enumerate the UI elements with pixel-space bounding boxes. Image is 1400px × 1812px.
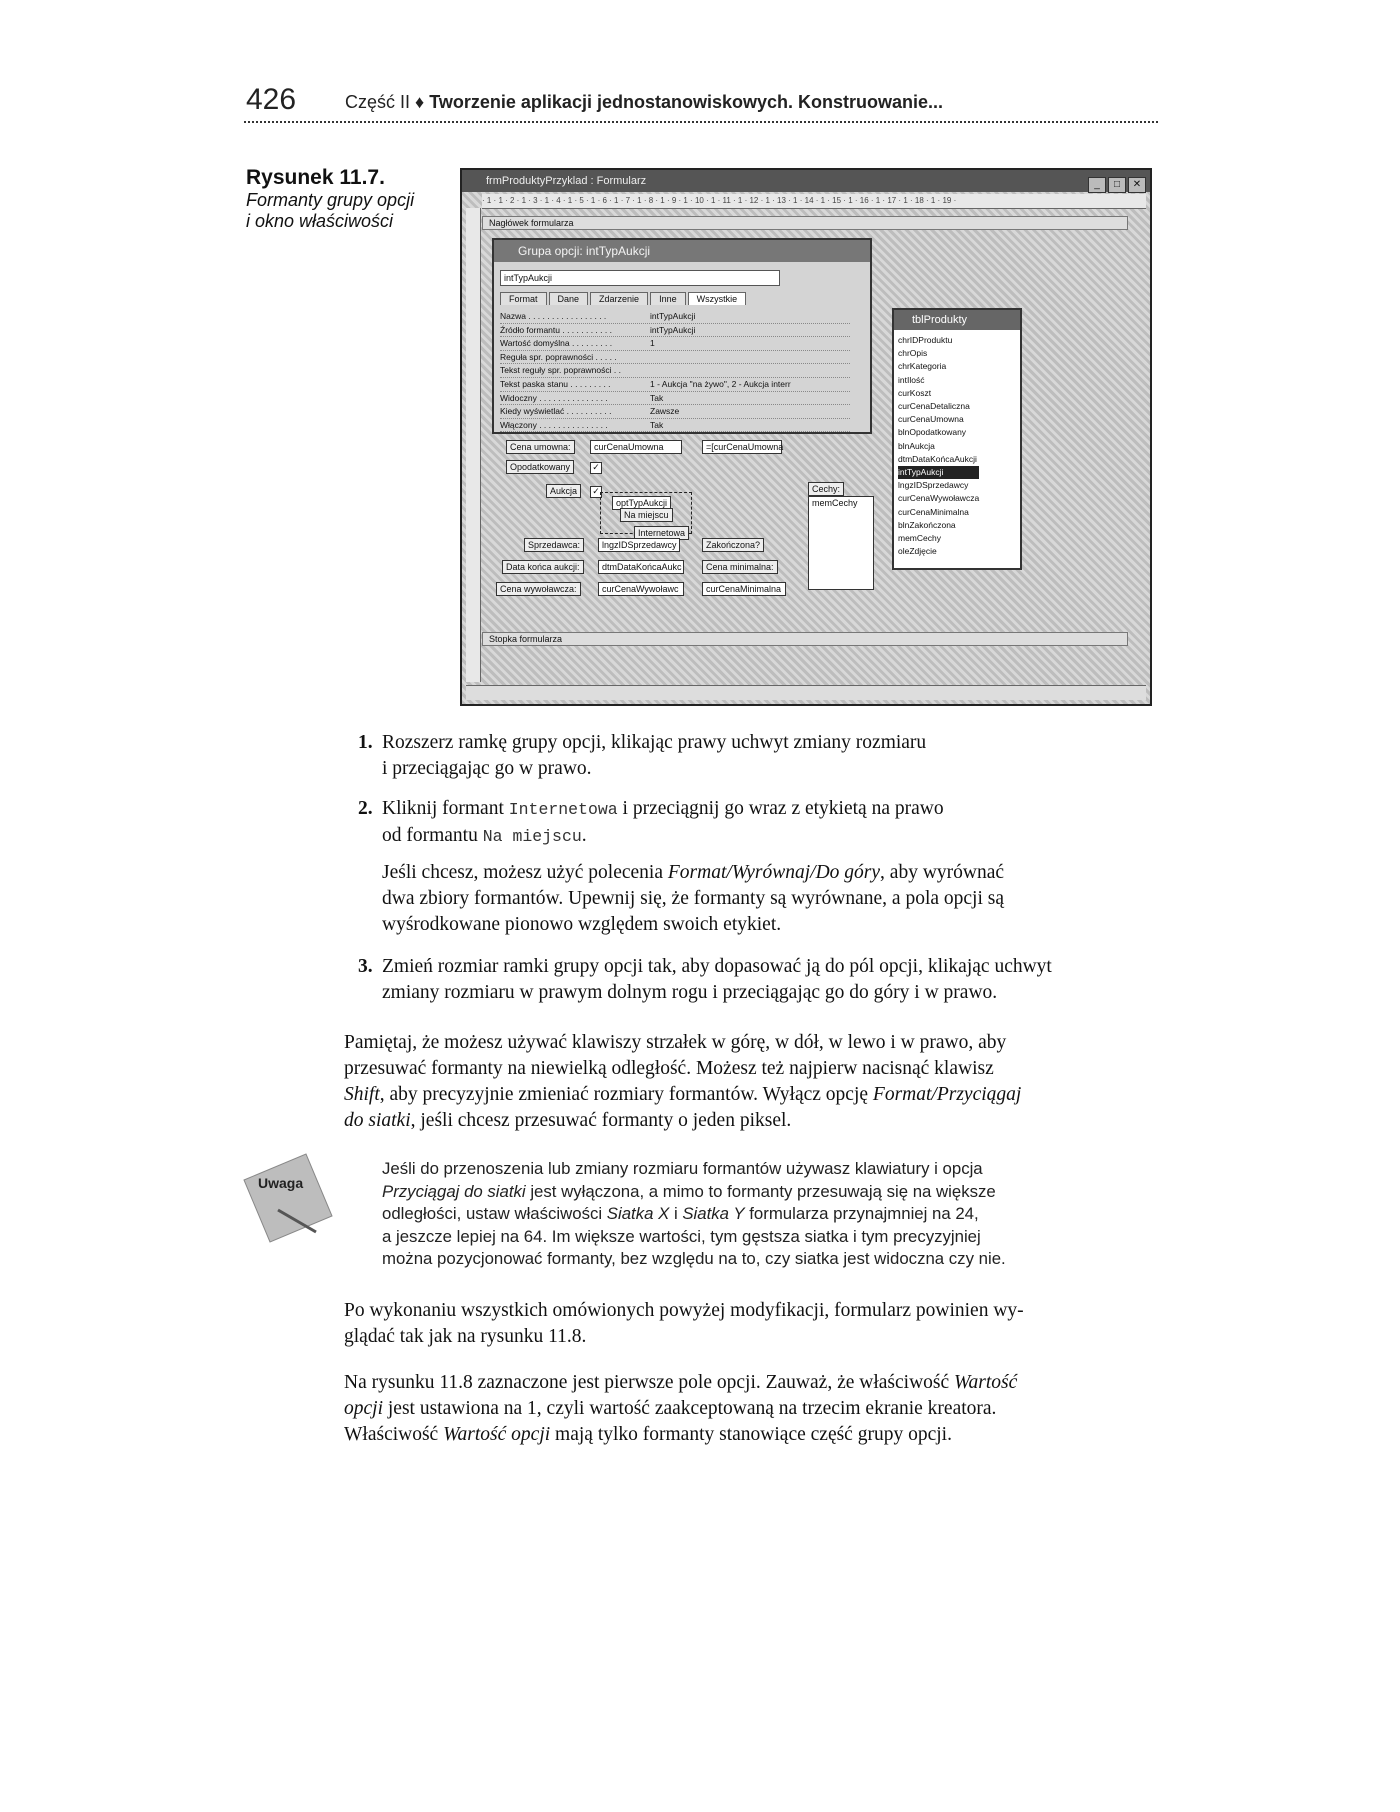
property-value[interactable]: intTypAukcji xyxy=(650,311,696,321)
property-row[interactable] xyxy=(500,324,850,338)
aukcja-checkbox[interactable]: ✓ xyxy=(590,486,602,498)
paragraph-arrow-keys: Pamiętaj, że możesz używać klawiszy strzałek w górę, w dół, w lewo i w prawo, aby przesuwać formanty na niewielką odległość. Możesz też najpierw nacisnąć klawisz Shift, aby precyzyjnie zmieniać rozmiary formantów. Wyłącz opcję Format/Przyciągaj do siatki, jeśli chcesz przesuwać formanty o jeden piksel. xyxy=(344,1032,1022,1131)
code-internetowa: Internetowa xyxy=(508,800,618,819)
property-row[interactable] xyxy=(500,364,850,378)
form-header-section[interactable]: Nagłówek formularza xyxy=(482,216,1128,230)
field-list-item[interactable]: chrKategoria xyxy=(898,361,947,372)
property-key: Nazwa . . . . . . . . . . . . . . . . . xyxy=(500,311,607,321)
field-list-item[interactable]: memCechy xyxy=(898,533,941,544)
step-text: Zmień rozmiar ramki grupy opcji tak, aby dopasować ją do pól opcji, klikając uchwyt xyxy=(382,956,1052,977)
property-value[interactable] xyxy=(650,351,850,364)
field-list-item[interactable]: blnZakończona xyxy=(898,519,956,530)
field-list-item[interactable]: intTypAukcji xyxy=(898,466,979,479)
opodatkowany-label[interactable]: Opodatkowany xyxy=(506,460,574,474)
property-row[interactable] xyxy=(500,337,850,351)
code-na-miejscu: Na miejscu xyxy=(482,827,582,846)
property-value[interactable]: Tak xyxy=(650,392,664,403)
chapter-title: Tworzenie aplikacji jednostanowiskowych. Konstruowanie... xyxy=(429,92,944,112)
property-key: Wartość domyślna . . . . . . . . . xyxy=(500,338,613,349)
field-list-item[interactable]: oleZdjęcie xyxy=(898,546,937,557)
diamond-separator: ♦ xyxy=(415,92,425,112)
data-konca-field[interactable]: dtmDataKońcaAukc xyxy=(598,560,684,574)
cena-wyw-label[interactable]: Cena wywoławcza: xyxy=(496,582,581,596)
part-label: Część II xyxy=(345,92,411,112)
option-group-label[interactable]: optTypAukcji xyxy=(612,496,671,510)
property-key: Źródło formantu . . . . . . . . . . . xyxy=(500,324,612,335)
property-value[interactable]: 1 xyxy=(650,338,655,349)
header-rule xyxy=(244,121,1158,123)
field-list-item[interactable]: chrOpis xyxy=(898,348,928,359)
step-number: 3. xyxy=(358,956,373,977)
paragraph-summary: Po wykonaniu wszystkich omówionych powyżej modyfikacji, formularz powinien wy- glądać tak jak na rysunku 11.8. xyxy=(344,1300,1024,1347)
window-titlebar xyxy=(462,170,1150,192)
maximize-icon[interactable]: □ xyxy=(1108,177,1126,193)
property-key: Włączony . . . . . . . . . . . . . . . xyxy=(500,419,608,430)
field-list-item[interactable]: curCenaUmowna xyxy=(898,414,964,425)
property-value[interactable] xyxy=(650,364,850,377)
note-text: Jeśli do przenoszenia lub zmiany rozmiaru formantów używasz klawiatury i opcja Przyciągaj do siatki jest wyłączona, a mimo to formanty przesuwają się na większe odległości, ustaw właściwości Siatka X i Siatka Y formularza przynajmniej na 24, a jeszcze lepiej na 64. Im większe wartości, tym gęstsza siatka i tym precyzyjniej można pozycjonować formanty, bez względu na to, czy siatka jest widoczna czy nie. xyxy=(382,1159,1006,1269)
step-2-note: Jeśli chcesz, możesz użyć polecenia Format/Wyrównaj/Do góry, aby wyrównać dwa zbiory formantów. Upewnij się, że formanty są wyrównane, a pola opcji są wyśrodkowane pionowo względem swoich etykiet. xyxy=(382,862,1005,935)
field-list-item[interactable]: curCenaMinimalna xyxy=(898,506,969,517)
field-list-item[interactable]: blnOpodatkowany xyxy=(898,427,967,438)
cechy-field[interactable]: memCechy xyxy=(808,496,874,590)
field-list-item[interactable]: dtmDataKońcaAukcji xyxy=(898,453,977,464)
sprzedawca-label[interactable]: Sprzedawca: xyxy=(524,538,584,552)
sprzedawca-field[interactable]: lngzIDSprzedawcy xyxy=(598,538,680,552)
cechy-label[interactable]: Cechy: xyxy=(808,482,844,496)
zakonczona-label[interactable]: Zakończona? xyxy=(702,538,764,552)
horizontal-ruler: · 1 · 1 · 2 · 1 · 3 · 1 · 4 · 1 · 5 · 1 · 6 · 1 · 7 · 1 · 8 · 1 · 9 · 1 · 10 · 1 · 11 · 1 · 12 · 1 · 13 · 1 · 14 · 1 · 15 · 1 · 16 · 1 · 17 · 1 · 18 · 1 · 19 · xyxy=(482,194,1146,209)
minimize-icon[interactable]: _ xyxy=(1088,177,1106,193)
note-badge-icon xyxy=(236,1150,336,1250)
field-list-item[interactable]: curKoszt xyxy=(898,387,932,398)
form-footer-section[interactable]: Stopka formularza xyxy=(482,632,1128,646)
property-row[interactable] xyxy=(500,310,850,324)
close-icon[interactable]: ✕ xyxy=(1128,177,1146,193)
property-key: Tekst reguły spr. poprawności . . xyxy=(500,365,621,376)
property-value[interactable]: 1 - Aukcja "na żywo", 2 - Aukcja interr xyxy=(650,378,791,389)
cena-umowna-label[interactable]: Cena umowna: xyxy=(506,440,575,454)
property-key: Kiedy wyświetlać . . . . . . . . . . xyxy=(500,406,612,417)
step-text: Rozszerz ramkę grupy opcji, klikając prawy uchwyt zmiany rozmiaru xyxy=(382,732,927,753)
figure-caption xyxy=(246,190,446,232)
object-selector[interactable]: intTypAukcji xyxy=(500,270,780,286)
tab-dane[interactable]: Dane xyxy=(549,292,589,305)
properties-title: Grupa opcji: intTypAukcji xyxy=(494,240,870,262)
step-number: 2. xyxy=(358,798,373,819)
property-value[interactable]: intTypAukcji xyxy=(650,324,696,335)
property-value[interactable]: Tak xyxy=(650,419,664,430)
property-row[interactable] xyxy=(500,405,850,419)
cena-umowna-expr[interactable]: =[curCenaUmowna xyxy=(702,440,782,454)
property-value[interactable]: Zawsze xyxy=(650,406,680,417)
opodatkowany-checkbox[interactable]: ✓ xyxy=(590,462,602,474)
tab-wszystkie[interactable]: Wszystkie xyxy=(688,292,747,305)
paragraph-option-value: Na rysunku 11.8 zaznaczone jest pierwsze pole opcji. Zauważ, że właściwość Wartość opcji jest ustawiona na 1, czyli wartość zaakceptowaną na trzecim ekranie kreatora. Właściwość Wartość opcji mają tylko formanty stanowiące część grupy opcji. xyxy=(344,1372,1018,1445)
cena-min-field[interactable]: curCenaMinimalna xyxy=(702,582,786,596)
vertical-ruler xyxy=(466,208,481,682)
property-row[interactable] xyxy=(500,378,850,392)
field-list-item[interactable]: intIlość xyxy=(898,374,925,385)
field-list-title: tblProdukty xyxy=(894,310,1020,330)
window-title: frmProduktyPrzyklad : Formularz xyxy=(486,175,647,187)
page-number: 426 xyxy=(246,83,297,116)
cena-min-label[interactable]: Cena minimalna: xyxy=(702,560,778,574)
running-header xyxy=(345,92,943,113)
field-list-item[interactable]: chrIDProduktu xyxy=(898,335,953,345)
field-list-items xyxy=(898,334,979,558)
cena-wyw-field[interactable]: curCenaWywoławc xyxy=(598,582,684,596)
tab-inne[interactable]: Inne xyxy=(650,292,686,305)
internetowa-option[interactable]: Internetowa xyxy=(634,526,689,540)
tab-format[interactable]: Format xyxy=(500,292,547,305)
property-key: Widoczny . . . . . . . . . . . . . . . xyxy=(500,392,608,403)
property-key: Reguła spr. poprawności . . . . . xyxy=(500,351,617,362)
property-row[interactable] xyxy=(500,392,850,406)
step-text: Kliknij formant Internetowa i przeciągnij go wraz z etykietą na prawo xyxy=(382,798,944,819)
field-list-item[interactable]: curCenaWywoławcza xyxy=(898,493,980,504)
field-list-window xyxy=(892,308,1022,570)
step-text: zmiany rozmiaru w prawym dolnym rogu i przeciągając go do góry i w prawo. xyxy=(382,982,998,1003)
figure-label: Rysunek 11.7. xyxy=(246,166,385,189)
step-text: od formantu Na miejscu. xyxy=(382,825,587,846)
tab-zdarzenie[interactable]: Zdarzenie xyxy=(590,292,648,305)
note-badge-label: Uwaga xyxy=(258,1175,304,1191)
step-number: 1. xyxy=(358,732,373,753)
window-controls xyxy=(1086,173,1146,195)
field-list-item[interactable]: lngzIDSprzedawcy xyxy=(898,480,969,491)
field-list-item[interactable]: blnAukcja xyxy=(898,440,935,451)
field-list-item[interactable]: curCenaDetaliczna xyxy=(898,401,970,412)
form-design-window xyxy=(460,168,1152,706)
caption-line: i okno właściwości xyxy=(246,211,394,231)
property-row[interactable] xyxy=(500,351,850,365)
properties-window xyxy=(492,238,872,434)
na-miejscu-option[interactable]: Na miejscu xyxy=(620,508,673,522)
property-row[interactable] xyxy=(500,419,850,433)
step-text: i przeciągając go w prawo. xyxy=(382,758,592,779)
aukcja-label[interactable]: Aukcja xyxy=(546,484,581,498)
property-rows xyxy=(500,310,850,432)
property-key: Tekst paska stanu . . . . . . . . . xyxy=(500,378,611,389)
data-konca-label[interactable]: Data końca aukcji: xyxy=(502,560,584,574)
cena-umowna-field[interactable]: curCenaUmowna xyxy=(590,440,682,454)
horizontal-scrollbar[interactable] xyxy=(466,685,1146,700)
property-tabs xyxy=(500,292,748,305)
caption-line: Formanty grupy opcji xyxy=(246,190,415,210)
